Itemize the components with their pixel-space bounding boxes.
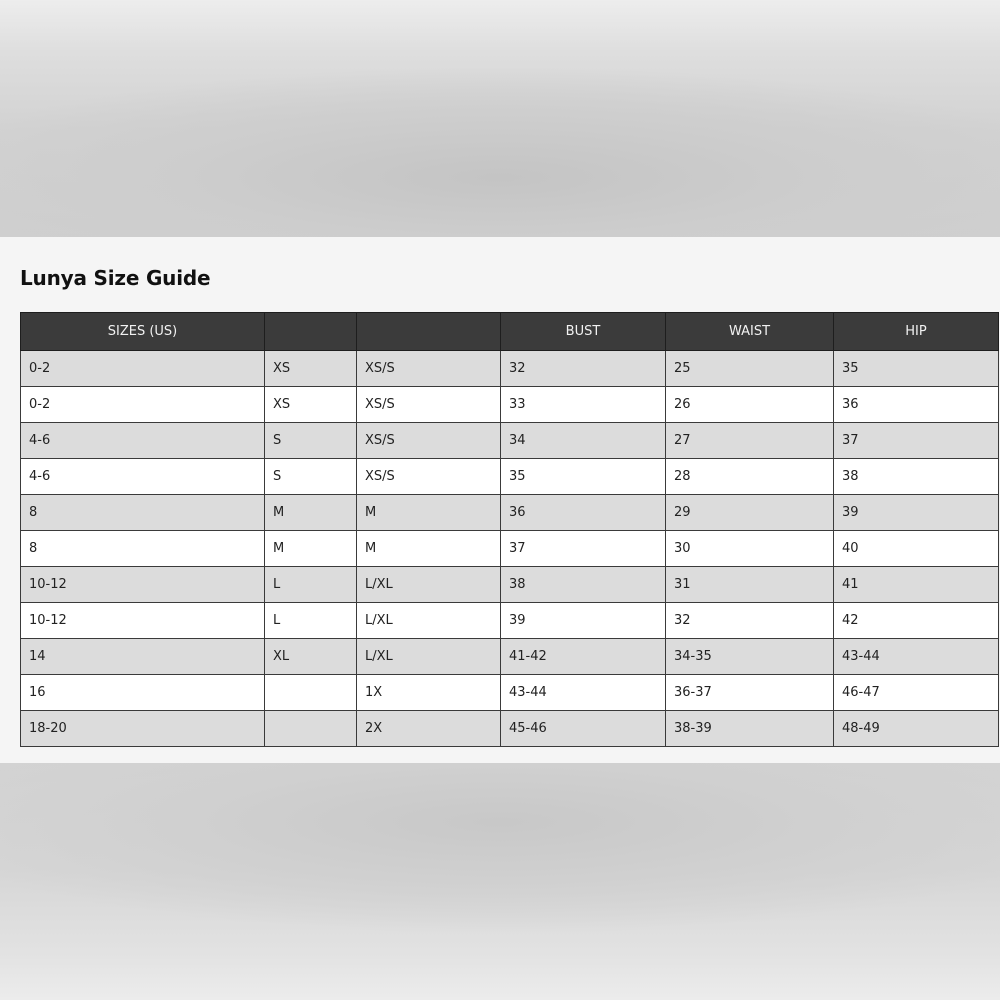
table-row <box>21 711 999 747</box>
table-row <box>21 603 999 639</box>
table-row <box>21 639 999 675</box>
cell-bust: 32 <box>501 351 666 387</box>
cell-waist: 28 <box>666 459 834 495</box>
header-sizes-us: SIZES (US) <box>21 313 265 351</box>
page-title: Lunya Size Guide <box>20 266 211 290</box>
cell-waist: 32 <box>666 603 834 639</box>
cell-hip: 48-49 <box>834 711 999 747</box>
blurred-background-bottom <box>0 763 1000 1000</box>
blurred-background-top <box>0 0 1000 237</box>
cell-letter-size <box>265 675 357 711</box>
cell-bust: 37 <box>501 531 666 567</box>
cell-us-size: 4-6 <box>21 423 265 459</box>
cell-range-size: M <box>357 495 501 531</box>
cell-bust: 35 <box>501 459 666 495</box>
cell-us-size: 8 <box>21 495 265 531</box>
cell-letter-size: XS <box>265 387 357 423</box>
cell-us-size: 10-12 <box>21 567 265 603</box>
cell-range-size: L/XL <box>357 567 501 603</box>
cell-letter-size: S <box>265 423 357 459</box>
table-row <box>21 567 999 603</box>
cell-bust: 38 <box>501 567 666 603</box>
cell-bust: 34 <box>501 423 666 459</box>
cell-bust: 45-46 <box>501 711 666 747</box>
size-table-body <box>21 351 999 747</box>
cell-range-size: 1X <box>357 675 501 711</box>
cell-letter-size: M <box>265 531 357 567</box>
header-hip: HIP <box>834 313 999 351</box>
cell-range-size: XS/S <box>357 459 501 495</box>
cell-letter-size: L <box>265 567 357 603</box>
header-waist: WAIST <box>666 313 834 351</box>
table-row <box>21 459 999 495</box>
cell-us-size: 0-2 <box>21 387 265 423</box>
cell-us-size: 14 <box>21 639 265 675</box>
cell-waist: 34-35 <box>666 639 834 675</box>
cell-letter-size: XL <box>265 639 357 675</box>
cell-waist: 31 <box>666 567 834 603</box>
cell-hip: 39 <box>834 495 999 531</box>
cell-range-size: XS/S <box>357 387 501 423</box>
cell-waist: 38-39 <box>666 711 834 747</box>
cell-range-size: L/XL <box>357 639 501 675</box>
cell-hip: 37 <box>834 423 999 459</box>
size-guide-panel <box>0 237 1000 763</box>
cell-hip: 40 <box>834 531 999 567</box>
cell-us-size: 18-20 <box>21 711 265 747</box>
cell-hip: 43-44 <box>834 639 999 675</box>
cell-hip: 46-47 <box>834 675 999 711</box>
cell-bust: 39 <box>501 603 666 639</box>
header-bust: BUST <box>501 313 666 351</box>
cell-range-size: L/XL <box>357 603 501 639</box>
header-range-size <box>357 313 501 351</box>
cell-waist: 29 <box>666 495 834 531</box>
cell-letter-size: XS <box>265 351 357 387</box>
cell-hip: 41 <box>834 567 999 603</box>
cell-waist: 26 <box>666 387 834 423</box>
table-row <box>21 423 999 459</box>
cell-hip: 36 <box>834 387 999 423</box>
cell-us-size: 4-6 <box>21 459 265 495</box>
cell-hip: 35 <box>834 351 999 387</box>
cell-letter-size: M <box>265 495 357 531</box>
cell-waist: 36-37 <box>666 675 834 711</box>
table-row <box>21 675 999 711</box>
table-row <box>21 387 999 423</box>
cell-us-size: 0-2 <box>21 351 265 387</box>
cell-hip: 42 <box>834 603 999 639</box>
cell-waist: 25 <box>666 351 834 387</box>
header-letter-size <box>265 313 357 351</box>
cell-us-size: 16 <box>21 675 265 711</box>
table-row <box>21 351 999 387</box>
cell-letter-size: L <box>265 603 357 639</box>
table-row <box>21 531 999 567</box>
cell-letter-size: S <box>265 459 357 495</box>
cell-bust: 36 <box>501 495 666 531</box>
cell-us-size: 8 <box>21 531 265 567</box>
cell-letter-size <box>265 711 357 747</box>
header-row <box>21 313 999 351</box>
cell-range-size: M <box>357 531 501 567</box>
cell-range-size: XS/S <box>357 423 501 459</box>
table-row <box>21 495 999 531</box>
cell-bust: 41-42 <box>501 639 666 675</box>
cell-waist: 27 <box>666 423 834 459</box>
cell-bust: 33 <box>501 387 666 423</box>
cell-waist: 30 <box>666 531 834 567</box>
cell-hip: 38 <box>834 459 999 495</box>
cell-us-size: 10-12 <box>21 603 265 639</box>
cell-range-size: XS/S <box>357 351 501 387</box>
size-table <box>20 312 999 747</box>
cell-range-size: 2X <box>357 711 501 747</box>
cell-bust: 43-44 <box>501 675 666 711</box>
